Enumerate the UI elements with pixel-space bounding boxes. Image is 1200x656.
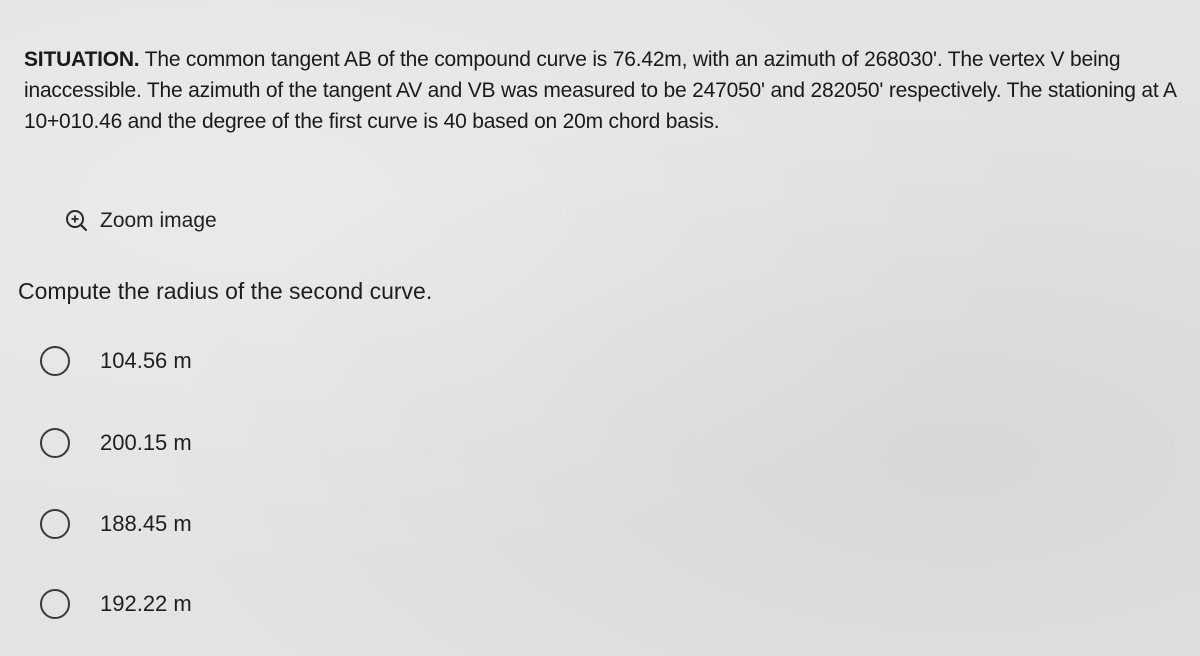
answer-option-label: 104.56 m [100,348,192,373]
answer-option-3[interactable] [40,509,192,539]
answer-option-label: 200.15 m [100,430,192,455]
zoom-image-label: Zoom image [100,209,217,232]
zoom-image-button[interactable] [64,208,217,234]
answer-option-label: 192.22 m [100,591,192,616]
answer-option-2[interactable] [40,428,192,458]
situation-lead: SITUATION. [24,48,140,71]
situation-paragraph [24,44,1196,137]
zoom-in-icon [64,208,90,234]
radio-button[interactable] [40,589,70,619]
answer-option-4[interactable] [40,589,192,619]
radio-button[interactable] [40,509,70,539]
radio-button[interactable] [40,346,70,376]
radio-button[interactable] [40,428,70,458]
answer-option-label: 188.45 m [100,511,192,536]
question-text: Compute the radius of the second curve. [18,278,433,304]
answer-option-1[interactable] [40,346,192,376]
situation-text: The common tangent AB of the compound curve is 76.42m, with an azimuth of 268030'. The vertex V being inaccessible. The azimuth of the tangent AV and VB was measured to be 247050' and 282050' respectively. The stationing at A 10+010.46 and the degree of the first curve is 40 based on 20m chord basis. [24,48,1176,133]
